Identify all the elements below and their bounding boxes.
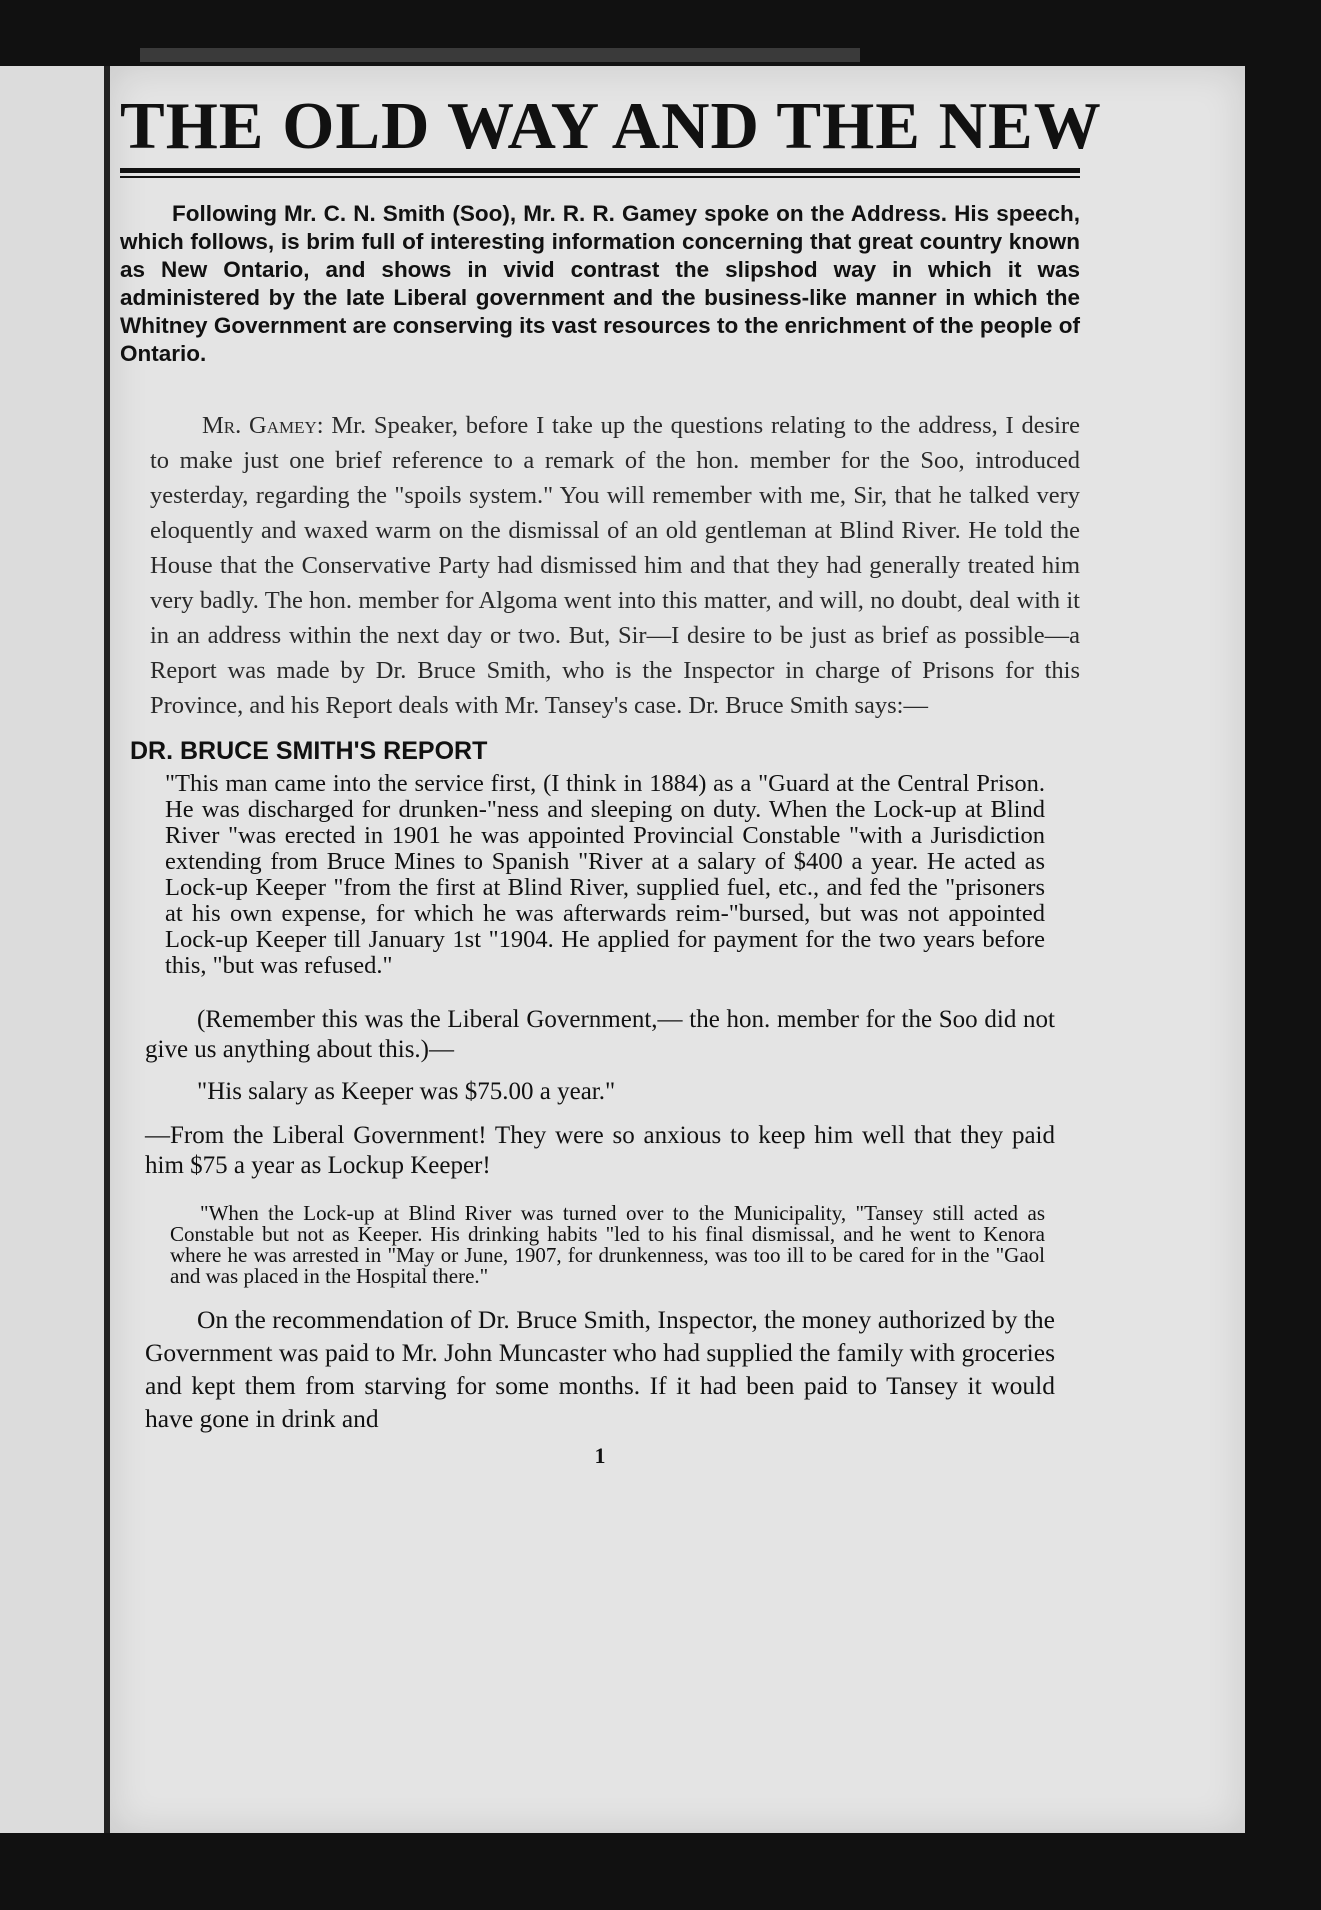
page-title: THE OLD WAY AND THE NEW: [120, 89, 1102, 163]
facing-page-edge: [0, 66, 104, 1833]
lockup-quote: "When the Lock-up at Blind River was turned over to the Municipality, "Tansey still acted as Constable but not as Keeper. His drinking habits "led to his final dismissal, and he went to Kenora where he was arrested in "May or June, 1907, for drunkenness, was too ill to be cared for in the "Gaol and was placed in the Hospital there.": [170, 1201, 1045, 1288]
salary-quote: "His salary as Keeper was $75.00 a year.": [197, 1078, 616, 1105]
report-quote: "This man came into the service first, (I think in 1884) as a "Guard at the Central Prison. He was discharged for drunken-"ness and sleeping on duty. When the Lock-up at Blind River "was erected in 1901 he was appointed Provincial Constable "with a Jurisdiction extending from Bruce Mines to Spanish "River at a salary of $400 a year. He acted as Lock-up Keeper "from the first at Blind River, supplied fuel, etc., and fed the "prisoners at his own expense, for which he was afterwards reim-"bursed, but was not appointed Lock-up Keeper till January 1st "1904. He applied for payment for the two years before this, "but was refused.": [165, 770, 1045, 979]
title-rule-thin: [120, 176, 1080, 178]
report-heading: DR. BRUCE SMITH'S REPORT: [130, 737, 488, 765]
recommendation-paragraph: On the recommendation of Dr. Bruce Smith, Inspector, the money authorized by the Government was paid to Mr. John Muncaster who had supplied the family with groceries and kept them from starving for some months. If it had been paid to Tansey it would have gone in drink and: [145, 1305, 1055, 1433]
speech-text: Mr. Speaker, before I take up the questions relating to the address, I desire to make just one brief reference to a remark of the hon. member for the Soo, introduced yesterday, regarding the "spoils system." You will remember with me, Sir, that he talked very eloquently and waxed warm on the dismissal of an old gentleman at Blind River. He told the House that the Conservative Party had dismissed him and that they had generally treated him very badly. The hon. member for Algoma went into this matter, and will, no doubt, deal with it in an address within the next day or two. But, Sir—I desire to be just as brief as possible—a Report was made by Dr. Bruce Smith, who is the Inspector in charge of Prisons for this Province, and his Report deals with Mr. Tansey's case. Dr. Bruce Smith says:—: [150, 412, 1080, 719]
scan-edge-shadow: [140, 48, 860, 62]
speech-paragraph: [150, 408, 1080, 723]
page-number: 1: [594, 1443, 606, 1468]
speaker-name: Mr. Gamey:: [202, 412, 324, 439]
page-content: [120, 88, 1102, 1469]
remark-paragraph: (Remember this was the Liberal Government,— the hon. member for the Soo did not give us anything about this.)—: [145, 1006, 1055, 1063]
government-remark: —From the Liberal Government! They were so anxious to keep him well that they paid him $75 a year as Lockup Keeper!: [145, 1122, 1055, 1179]
title-rule-thick: [120, 168, 1080, 173]
intro-paragraph: Following Mr. C. N. Smith (Soo), Mr. R. R. Gamey spoke on the Address. His speech, which follows, is brim full of interesting information concerning that great country known as New Ontario, and shows in vivid contrast the slipshod way in which it was administered by the late Liberal government and the business-like manner in which the Whitney Government are conserving its vast resources to the enrichment of the people of Ontario.: [120, 201, 1080, 366]
